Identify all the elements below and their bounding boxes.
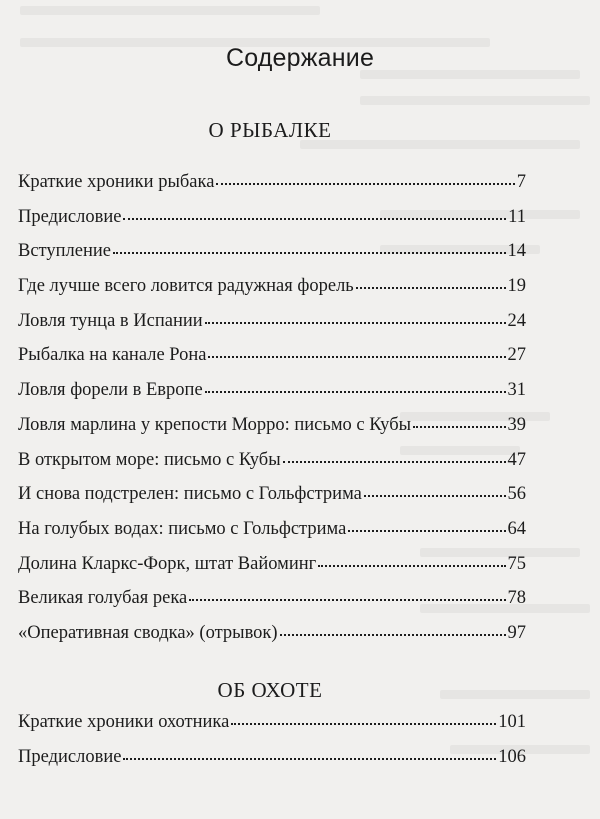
toc-entry [18,207,526,242]
toc-entry-page: 14 [507,241,526,262]
toc-entry-title: Вступление [18,241,111,262]
toc-entry-title: Великая голубая река [18,588,188,609]
toc-entry [18,276,526,311]
toc-entry-page: 101 [498,712,526,732]
toc-entry-page: 97 [507,622,526,643]
leader-dots [208,355,505,358]
leader-dots [413,425,505,428]
toc-entry [18,519,526,554]
toc-entry-page: 75 [507,553,526,574]
leader-dots [318,564,505,567]
toc-entry-page: 64 [507,518,526,539]
toc-entry-title: Краткие хроники охотника [18,712,230,732]
toc-entry-title: И снова подстрелен: письмо с Гольфстрима [18,484,362,505]
section-title-hunting: ОБ ОХОТЕ [217,678,323,702]
toc-entry-title: В открытом море: письмо с Кубы [18,449,281,470]
leader-dots [280,633,506,636]
toc-entry-page: 78 [507,588,526,609]
toc-entry-page: 24 [507,310,526,331]
toc-entry [18,712,526,747]
toc-entry-page: 7 [516,172,526,192]
toc-entry-title: На голубых водах: письмо с Гольфстрима [18,518,347,539]
toc-entry [18,450,526,485]
leader-dots [356,286,506,289]
leader-dots [113,251,506,254]
toc-entry-title: Предисловие [18,206,122,227]
toc-entry [18,172,526,207]
leader-dots [216,182,514,185]
leader-dots [364,494,506,497]
toc-entry [18,554,526,589]
leader-dots [123,757,496,760]
leader-dots [189,598,505,601]
toc-entry-title: Ловля форели в Европе [18,380,203,401]
leader-dots [123,217,506,220]
toc-entry [18,623,526,658]
toc-entry [18,345,526,380]
leader-dots [205,321,506,324]
toc-list-fishing [18,172,526,658]
toc-entry-page: 47 [507,449,526,470]
toc-entry-page: 27 [507,345,526,366]
toc-entry [18,241,526,276]
toc-entry-page: 106 [498,746,526,767]
toc-entry-title: Ловля тунца в Испании [18,310,203,331]
toc-entry-title: «Оперативная сводка» (отрывок) [18,622,278,643]
toc-entry [18,311,526,346]
toc-entry-page: 11 [508,206,526,227]
page-title: Содержание [225,44,375,72]
toc-entry-title: Ловля марлина у крепости Морро: письмо с Кубы [18,414,412,435]
toc-entry-page: 39 [507,414,526,435]
toc-entry-title: Предисловие [18,746,122,767]
toc-entry-title: Где лучше всего ловится радужная форель [18,276,354,297]
toc-entry [18,415,526,450]
toc-entry [18,380,526,415]
leader-dots [283,460,506,463]
leader-dots [231,722,496,725]
toc-entry-title: Рыбалка на канале Рона [18,345,207,366]
leader-dots [205,390,506,393]
toc-entry-page: 19 [507,276,526,297]
toc-list-hunting [18,712,526,781]
toc-entry [18,484,526,519]
toc-entry-title: Долина Кларкс-Форк, штат Вайоминг [18,553,317,574]
leader-dots [348,529,505,532]
toc-entry-page: 31 [507,380,526,401]
toc-entry [18,588,526,623]
toc-entry-title: Краткие хроники рыбака [18,172,215,192]
toc-entry [18,747,526,782]
section-title-fishing: О РЫБАЛКЕ [208,118,332,142]
toc-entry-page: 56 [507,484,526,505]
